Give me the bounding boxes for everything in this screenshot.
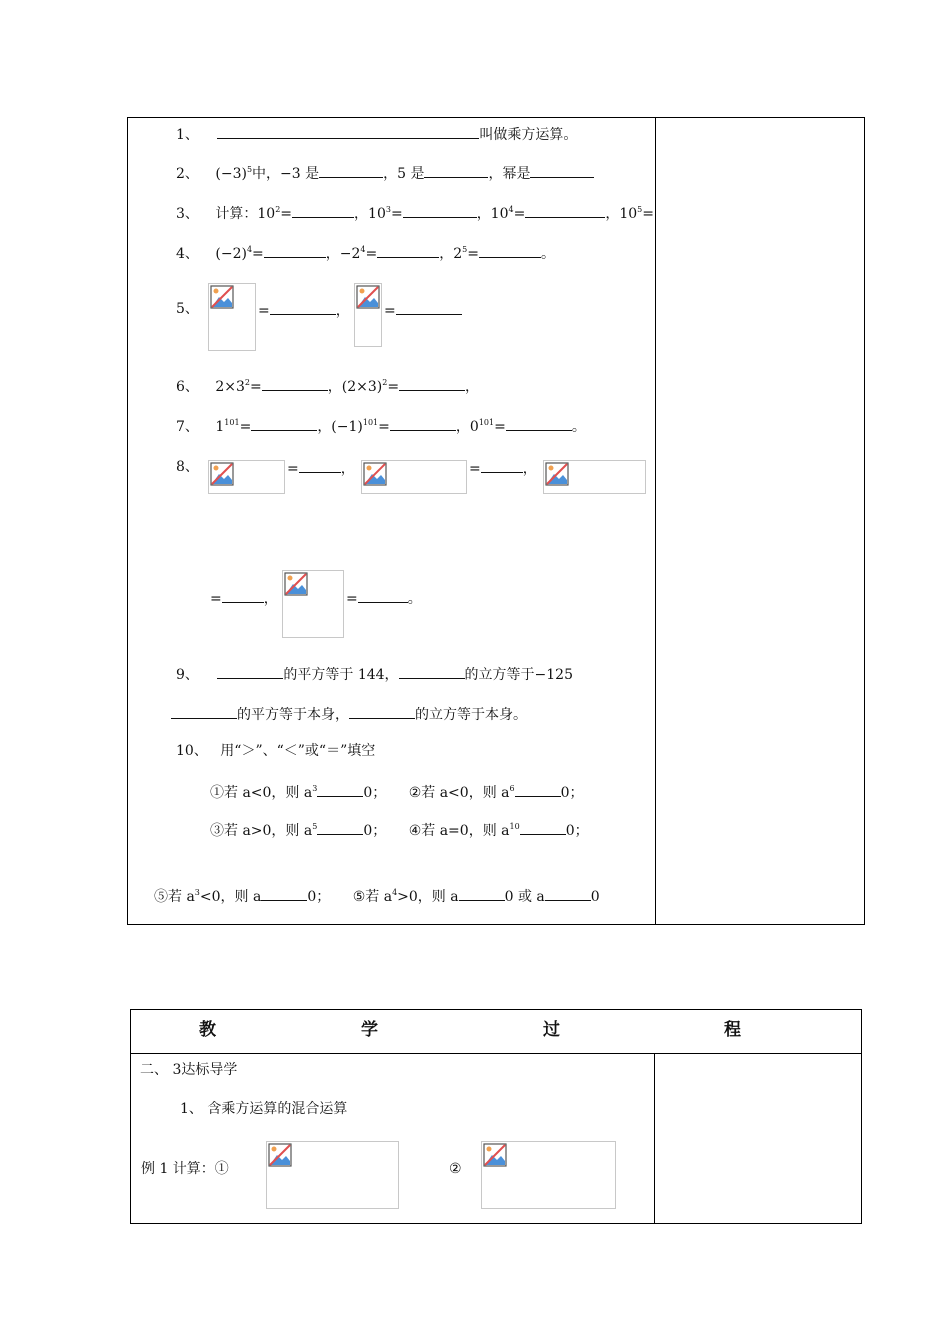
answer-blank[interactable] xyxy=(262,376,328,391)
formula-image xyxy=(208,460,285,494)
broken-image-icon xyxy=(545,462,569,486)
answer-blank[interactable] xyxy=(525,203,605,218)
question-3: 3、 计算：$10^2=$ ，$10^3=$ ，$10^4=$ ，$10^5=$ xyxy=(176,205,654,222)
question-10-title: 10、 用“＞”、“＜”或“＝”填空 xyxy=(176,743,376,759)
broken-image-icon xyxy=(268,1143,292,1167)
header-char-2: 学 xyxy=(361,1020,378,1040)
answer-blank[interactable] xyxy=(217,664,283,679)
question-8-answer-c: = ， xyxy=(210,588,278,608)
broken-image-icon xyxy=(483,1143,507,1167)
question-5-answers-a: = ， xyxy=(258,300,350,320)
table-2-column-divider xyxy=(654,1053,655,1224)
answer-blank[interactable] xyxy=(399,664,465,679)
question-9-line-1: 9、 的平方等于 144， 的立方等于−125 xyxy=(176,664,573,684)
question-8-answer-b: = ， xyxy=(469,458,537,478)
answer-blank[interactable] xyxy=(319,163,383,178)
answer-blank[interactable] xyxy=(481,458,523,473)
answer-blank[interactable] xyxy=(377,243,439,258)
example-1-label: 例 1 计算：① xyxy=(141,1161,229,1177)
example-1-circle-2: ② xyxy=(449,1161,462,1177)
answer-blank[interactable] xyxy=(171,704,237,719)
broken-image-icon xyxy=(210,285,234,309)
answer-blank[interactable] xyxy=(530,163,594,178)
header-char-1: 教 xyxy=(199,1020,216,1040)
answer-blank[interactable] xyxy=(292,203,354,218)
answer-blank[interactable] xyxy=(403,203,477,218)
answer-blank[interactable] xyxy=(261,886,307,901)
answer-blank[interactable] xyxy=(424,163,488,178)
table-1-frame xyxy=(127,117,865,925)
question-10-row-3: ⑤若 $a^3<0$，则 a 0； ⑤若 $a^4>0$，则 a 0 或 a 0 xyxy=(154,888,600,905)
question-8-answer-a: = ， xyxy=(287,458,355,478)
formula-image xyxy=(208,283,256,351)
question-9-line-2: 的平方等于本身， 的立方等于本身。 xyxy=(171,704,527,724)
answer-blank[interactable] xyxy=(251,416,317,431)
answer-blank[interactable] xyxy=(506,416,572,431)
question-8-answer-d: = 。 xyxy=(346,588,422,608)
table-1-column-divider xyxy=(655,117,656,925)
question-10-row-1: ①若 a<0，则 $a^3$ 0； ②若 a<0，则 $a^6$ 0； xyxy=(210,784,584,801)
answer-blank[interactable] xyxy=(520,820,566,835)
table-2-header-divider xyxy=(130,1053,862,1054)
question-5-number: 5、 xyxy=(176,301,199,317)
formula-image xyxy=(481,1141,616,1209)
broken-image-icon xyxy=(210,462,234,486)
answer-blank[interactable] xyxy=(545,886,591,901)
broken-image-icon xyxy=(284,572,308,596)
question-7: 7、 $1^{101}=$ ，$(-1)^{101}=$ ，$0^{101}=$ 。 xyxy=(176,418,586,435)
question-8-number: 8、 xyxy=(176,459,199,475)
formula-image xyxy=(543,460,646,494)
header-char-3: 过 xyxy=(543,1020,560,1040)
section-item: 1、 含乘方运算的混合运算 xyxy=(180,1101,348,1117)
answer-blank[interactable] xyxy=(399,376,465,391)
answer-blank[interactable] xyxy=(396,300,462,315)
answer-blank[interactable] xyxy=(217,124,479,139)
answer-blank[interactable] xyxy=(299,458,341,473)
answer-blank[interactable] xyxy=(270,300,336,315)
question-6: 6、 $2\times 3^2=$ ，$(2\times 3)^2=$ ， xyxy=(176,378,480,395)
question-2: 2、 $(-3)^5$中，−3 是 ，5 是 ，幂是 xyxy=(176,163,594,183)
answer-blank[interactable] xyxy=(358,588,408,603)
formula-image xyxy=(354,283,382,347)
answer-blank[interactable] xyxy=(515,782,561,797)
question-10-row-2: ③若 a>0，则 $a^5$ 0； ④若 a=0，则 $a^{10}$ 0； xyxy=(210,822,589,839)
formula-image xyxy=(282,570,344,638)
answer-blank[interactable] xyxy=(264,243,326,258)
broken-image-icon xyxy=(363,462,387,486)
answer-blank[interactable] xyxy=(317,820,363,835)
broken-image-icon xyxy=(356,285,380,309)
answer-blank[interactable] xyxy=(222,588,264,603)
answer-blank[interactable] xyxy=(459,886,505,901)
formula-image xyxy=(361,460,467,494)
answer-blank[interactable] xyxy=(349,704,415,719)
answer-blank[interactable] xyxy=(479,243,541,258)
section-title: 二、 3达标导学 xyxy=(140,1062,238,1078)
formula-image xyxy=(266,1141,399,1209)
question-5-answers-b: = xyxy=(384,300,462,320)
answer-blank[interactable] xyxy=(390,416,456,431)
question-4: 4、 $(-2)^4=$ ，$-2^4=$ ，$2^5=$ 。 xyxy=(176,245,555,262)
question-1: 1、 叫做乘方运算。 xyxy=(176,124,577,144)
answer-blank[interactable] xyxy=(317,782,363,797)
header-char-4: 程 xyxy=(724,1020,741,1040)
